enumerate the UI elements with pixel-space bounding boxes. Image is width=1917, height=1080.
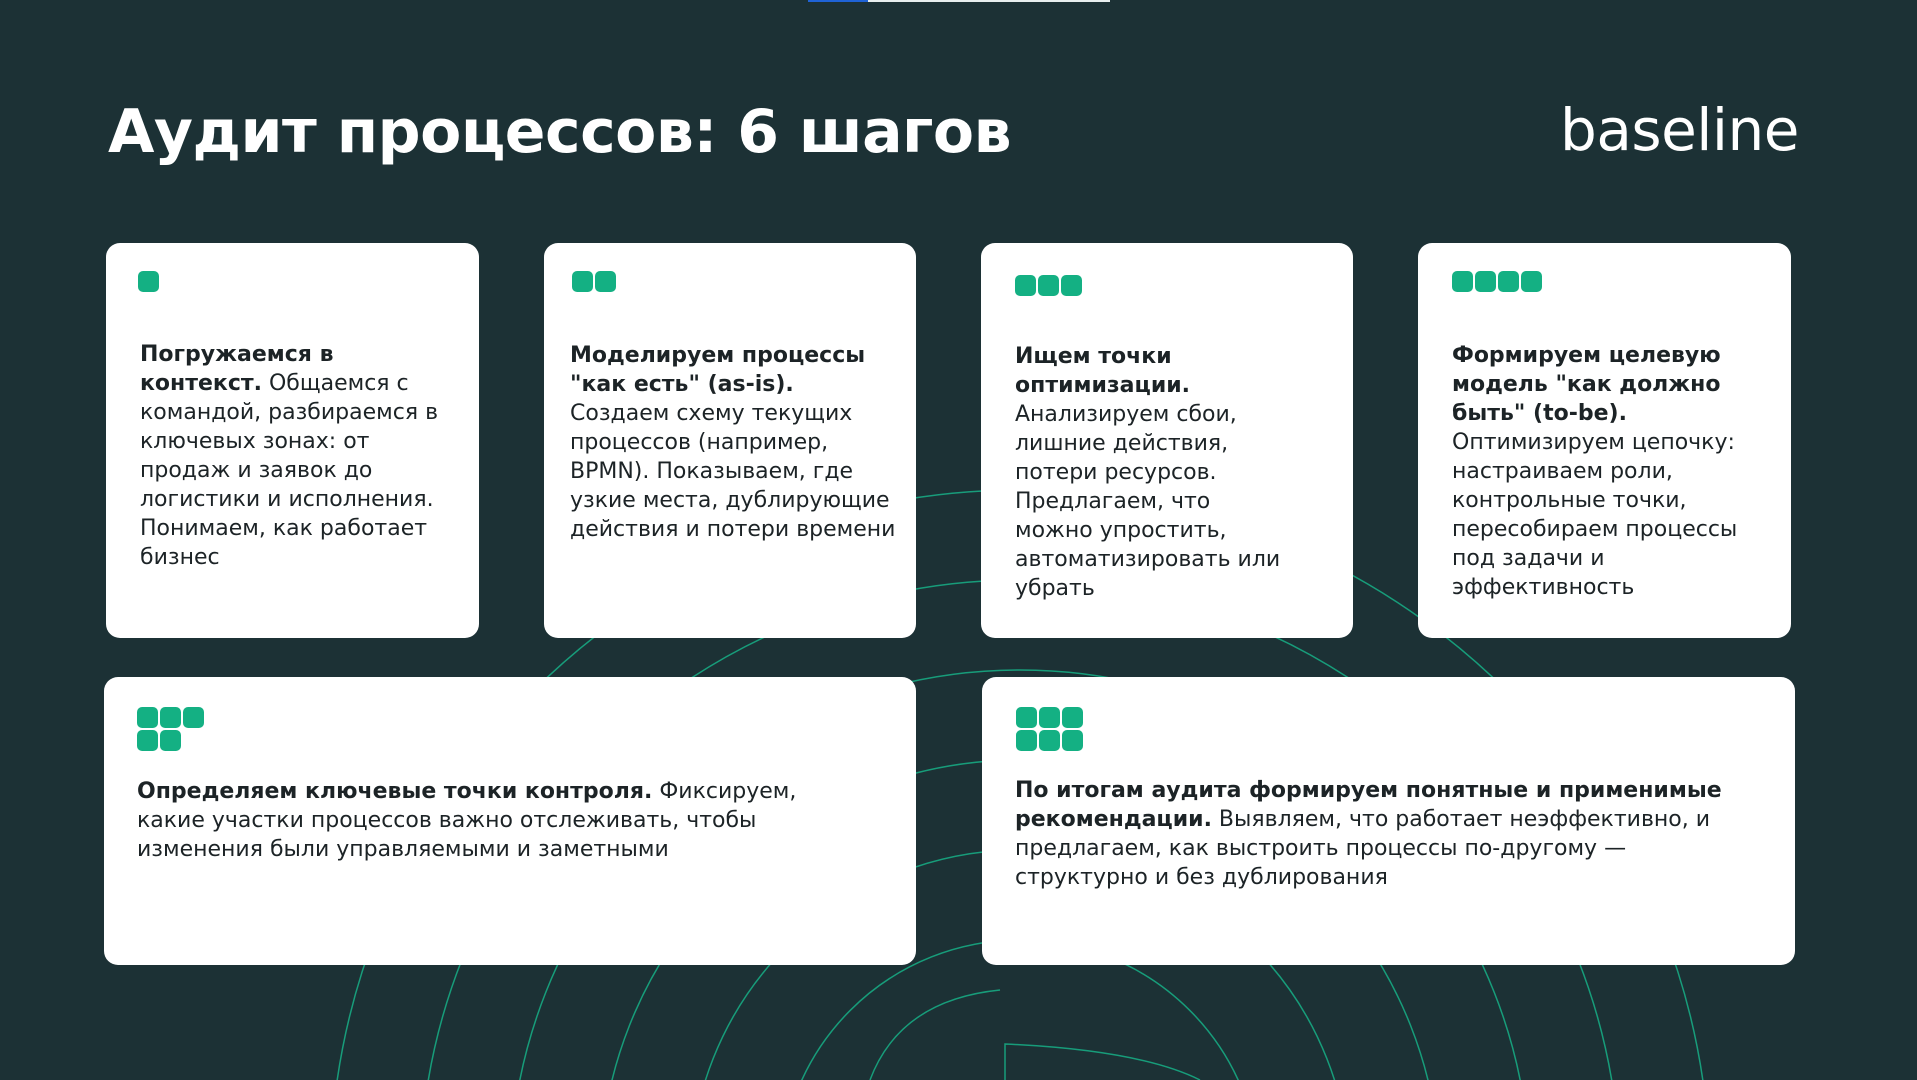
step-dot [1062, 730, 1083, 751]
step-dot [1016, 730, 1037, 751]
step-6-body: Выявляем, что работает неэффективно, и предлагаем, как выстроить процессы по-другому — структурно и без дублирования [1015, 807, 1711, 890]
step-6-text [1015, 776, 1765, 892]
step-card-1 [106, 243, 479, 638]
step-card-3 [981, 243, 1353, 638]
step-2-text [570, 341, 896, 544]
step-3-bold: Ищем точки оптимизации. [1015, 344, 1191, 398]
step-dot [1016, 707, 1037, 728]
step-1-body: Общаемся с командой, разбираемся в ключевых зонах: от продаж и заявок до логистики и исполнения. Понимаем, как работает бизнес [140, 371, 439, 570]
step-card-5 [104, 677, 916, 965]
step-dot [1015, 275, 1036, 296]
step-3-text [1015, 342, 1283, 603]
step-2-body: Создаем схему текущих процессов (например, BPMN). Показываем, где узкие места, дублирующие действия и потери времени [570, 401, 896, 542]
step-5-body: Фиксируем, какие участки процессов важно отслеживать, чтобы изменения были управляемыми и заметными [137, 779, 797, 862]
step-4-bold: Формируем целевую модель "как должно быть" (to-be). [1452, 343, 1721, 426]
logo-text: baseline [1560, 96, 1799, 164]
page-title: Аудит процессов: 6 шагов [108, 97, 1012, 167]
step-3-body: Анализируем сбои, лишние действия, потери ресурсов. Предлагаем, что можно упростить, автоматизировать или убрать [1015, 402, 1281, 601]
step-dot [183, 707, 204, 728]
step-card-6 [982, 677, 1795, 965]
step-card-4 [1418, 243, 1791, 638]
step-4-text [1452, 341, 1741, 602]
step-dot [1062, 707, 1083, 728]
step-dot [137, 707, 158, 728]
step-dot [1521, 271, 1542, 292]
step-dot [1452, 271, 1473, 292]
step-dot [160, 730, 181, 751]
step-dot [137, 730, 158, 751]
step-6-bold: По итогам аудита формируем понятные и применимые рекомендации. [1015, 778, 1722, 832]
step-dot [1475, 271, 1496, 292]
step-card-2 [544, 243, 916, 638]
step-dot [138, 271, 159, 292]
top-progress-accent [808, 0, 868, 2]
step-5-text [137, 777, 866, 864]
step-5-bold: Определяем ключевые точки контроля. [137, 779, 653, 804]
step-4-body: Оптимизируем цепочку: настраиваем роли, контрольные точки, пересобираем процессы под задачи и эффективность [1452, 430, 1738, 600]
step-dot [595, 271, 616, 292]
step-dot [1498, 271, 1519, 292]
step-2-bold: Моделируем процессы "как есть" (as-is). [570, 343, 866, 397]
top-progress-line [808, 0, 1110, 2]
step-1-bold: Погружаемся в контекст. [140, 342, 334, 396]
step-dot [1038, 275, 1059, 296]
step-dot [572, 271, 593, 292]
baseline-logo [1560, 98, 1805, 162]
step-dot [1061, 275, 1082, 296]
step-dot [160, 707, 181, 728]
step-1-text [140, 340, 459, 572]
step-dot [1039, 707, 1060, 728]
step-dot [1039, 730, 1060, 751]
